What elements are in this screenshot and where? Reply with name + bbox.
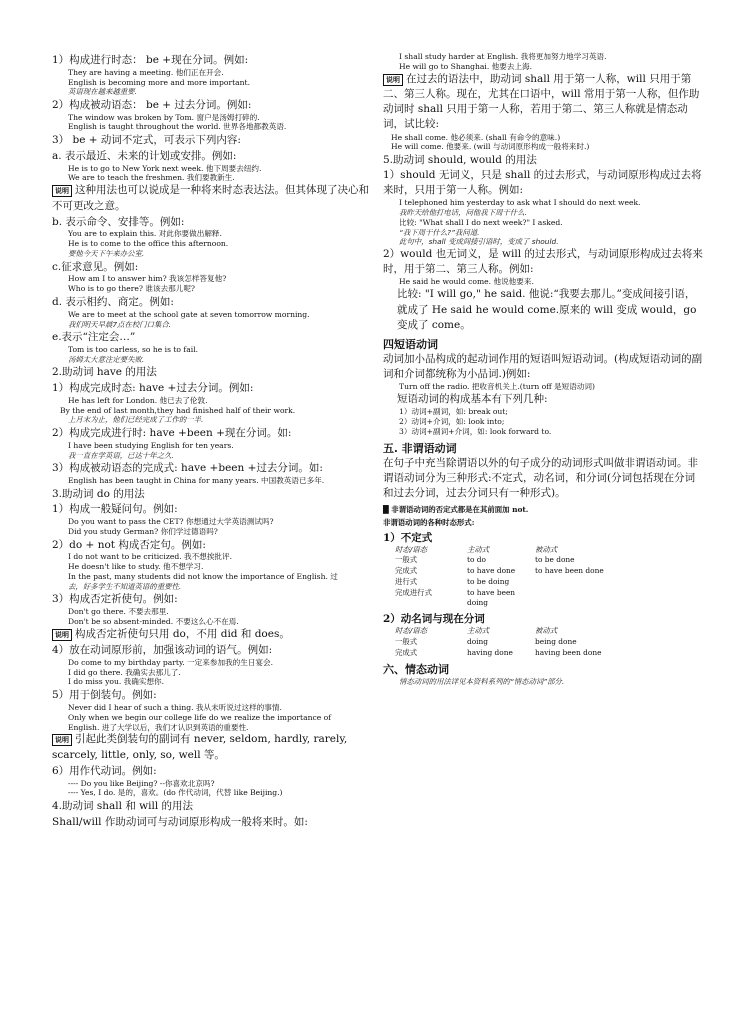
example-line: Never did I hear of such a thing. 我从未听说过这样的事情. bbox=[68, 702, 282, 712]
heading-line: 1）构成一般疑问句。例如: bbox=[52, 503, 178, 516]
note-text: 引起此类倒装句的副词有 never, seldom, hardly, rarely, scarcely, little, only, so, well 等。 bbox=[52, 733, 348, 761]
note-badge: 说明 bbox=[383, 74, 403, 86]
example-line: We are to meet at the school gate at seven tomorrow morning. bbox=[68, 309, 310, 319]
table-cell: 一般式 bbox=[395, 636, 418, 646]
table-cell: being done bbox=[535, 636, 577, 646]
table-cell: to be done bbox=[535, 555, 575, 565]
heading-line: 4）放在动词原形前，加强该动词的语气。例如: bbox=[52, 644, 273, 657]
tense-table bbox=[395, 626, 703, 658]
example-line: Only when we begin our college life do we realize the importance of bbox=[68, 712, 332, 722]
section-heading: 四短语动词 bbox=[383, 337, 438, 351]
heading-line: 1）构成进行时态： be +现在分词。例如: bbox=[52, 54, 249, 66]
table-cell: to be doing bbox=[467, 576, 510, 586]
example-line: English has been taught in China for many years. 中国教英语已多年. bbox=[68, 475, 325, 485]
table-cell: to do bbox=[467, 555, 486, 565]
heading-line: c.征求意见。例如: bbox=[52, 260, 139, 273]
table-cell: doing bbox=[467, 636, 489, 646]
heading-line: 3）构成被动语态的完成式: have +been +过去分词。如: bbox=[52, 462, 323, 475]
example-line: They are having a meeting. 他们正在开会. bbox=[68, 67, 224, 77]
example-line: 2）动词+介词，如: look into; bbox=[399, 417, 505, 427]
example-line: By the end of last month,they had finished half of their work. bbox=[60, 405, 296, 415]
heading-line: 5.助动词 should, would 的用法 bbox=[383, 154, 537, 167]
table-cell: to have done bbox=[467, 566, 516, 576]
example-line: How am I to answer him? 我该怎样答复他? bbox=[68, 274, 227, 284]
paragraph: 短语动词的构成基本有下列几种: bbox=[397, 393, 548, 406]
table-header: 时态/语态 bbox=[395, 626, 428, 636]
table-cell: 完成进行式 bbox=[395, 587, 432, 597]
paragraph: 动词加小品构成的起动词作用的短语叫短语动词。(构成短语动词的副词和介词都统称为小品词.)例如: bbox=[383, 352, 703, 381]
example-line: I do miss you. 我确实想你. bbox=[68, 677, 165, 687]
bold-note: 非谓语动词的各种时态形式: bbox=[383, 517, 475, 527]
translation-line: 此句中，shall 变成间接引语时，变成了 should. bbox=[399, 237, 559, 247]
example-line: In the past, many students did not know the importance of English. 过 bbox=[68, 571, 338, 581]
example-line: I have been studying English for ten years. bbox=[68, 440, 234, 450]
heading-line: 2）构成完成进行时: have +been +现在分词。如: bbox=[52, 427, 292, 439]
heading-line: 6）用作代动词。例如: bbox=[52, 764, 157, 777]
subsection-heading: 2）动名词与现在分词 bbox=[383, 613, 485, 626]
heading-line: 2）构成被动语态： be + 过去分词。例如: bbox=[52, 98, 252, 111]
paragraph: 1）should 无词义，只是 shall 的过去形式，与动词原形构成过去将来时，只用于第一人称。例如: bbox=[383, 168, 702, 197]
heading-line: d. 表示相约、商定。例如: bbox=[52, 296, 174, 309]
left-column bbox=[52, 52, 372, 830]
table-cell: having done bbox=[467, 647, 513, 657]
right-column bbox=[383, 52, 703, 687]
table-cell: having been done bbox=[535, 647, 602, 657]
example-line: Don't be so absent-minded. 不要这么心不在焉. bbox=[68, 616, 239, 626]
paragraph: 2）would 也无词义，是 will 的过去形式，与动词原形构成过去将来时，用于第二、第三人称。例如: bbox=[383, 247, 703, 276]
table-cell: to have been doing bbox=[467, 587, 516, 608]
example-line: He doesn't like to study. 他不想学习. bbox=[68, 562, 204, 572]
example-line: Do come to my birthday party. 一定来参加我的生日宴会. bbox=[68, 657, 274, 667]
example-line: English is taught throughout the world. 世界各地都教英语. bbox=[68, 122, 287, 132]
note-text: 这种用法也可以说成是一种将来时态表达法。但其体现了决心和不可更改之意。 bbox=[52, 184, 369, 212]
example-line: He has left for London. 他已去了伦敦. bbox=[68, 395, 208, 405]
table-cell bbox=[535, 588, 625, 609]
example-line: I did go there. 我确实去那儿了. bbox=[68, 667, 181, 677]
bold-note: █ 非谓语动词的否定式都是在其前面加 not. bbox=[383, 504, 529, 514]
note-text: 构成否定祈使句只用 do，不用 did 和 does。 bbox=[75, 627, 290, 640]
translation-line: 汤姆太大意注定要失败. bbox=[68, 354, 145, 364]
example-line: We are to teach the freshmen. 我们要教新生. bbox=[68, 173, 235, 183]
example-line: He said he would come. 他说他要来. bbox=[399, 277, 534, 287]
translation-line: 上月末为止，他们已经完成了工作的一半. bbox=[68, 415, 204, 425]
heading-line: Shall/will 作助动词可与动词原形构成一般将来时。如: bbox=[52, 815, 308, 828]
note-paragraph bbox=[52, 183, 372, 213]
heading-line: 2.助动词 have 的用法 bbox=[52, 366, 157, 379]
example-line: I shall study harder at English. 我将更加努力地学习英语. bbox=[399, 52, 607, 61]
heading-line: 4.助动词 shall 和 will 的用法 bbox=[52, 800, 194, 813]
example-line: Don't go there. 不要去那里. bbox=[68, 607, 169, 617]
example-line: The window was broken by Tom. 窗户是汤姆打碎的. bbox=[68, 112, 260, 122]
section-heading: 五. 非谓语动词 bbox=[383, 442, 457, 456]
heading-line: e.表示“注定会…” bbox=[52, 331, 136, 344]
translation-line: 情态动词的用法详见本资料系列的“情态动词”部分. bbox=[399, 677, 565, 687]
table-cell bbox=[535, 577, 625, 588]
table-cell: 进行式 bbox=[395, 576, 418, 586]
translation-line: 要他今天下午来办公室. bbox=[68, 249, 145, 259]
table-header: 时态/语态 bbox=[395, 544, 428, 554]
table-header: 被动式 bbox=[535, 544, 558, 554]
heading-line: 3.助动词 do 的用法 bbox=[52, 487, 145, 500]
example-line: He will come. 他要来. (will 与动词原形构成一般将来时.) bbox=[391, 142, 590, 152]
example-line: He is to go to New York next week. 他下周要去纽约. bbox=[68, 163, 262, 173]
note-paragraph bbox=[383, 72, 703, 133]
example-line: He shall come. 他必须来. (shall 有命令的意味.) bbox=[391, 132, 561, 142]
example-line: I do not want to be criticized. 我不想挨批评. bbox=[68, 552, 233, 562]
heading-line: b. 表示命令、安排等。例如: bbox=[52, 215, 185, 228]
example-line: ---- Yes, I do. 是的，喜欢。(do 作代动词，代替 like Beijing.) bbox=[68, 788, 283, 798]
example-line: I telephoned him yesterday to ask what I should do next week. bbox=[399, 198, 641, 208]
example-line: You are to explain this. 对此你要做出解释. bbox=[68, 229, 222, 239]
paragraph: 在句子中充当除谓语以外的句子成分的动词形式叫做非谓语动词。非谓语动词分为三种形式:不定式，动名词，和分词(分词包括现在分词和过去分词，过去分词只有一种形式)。 bbox=[383, 457, 698, 500]
table-cell: to have been done bbox=[535, 566, 604, 576]
heading-line: a. 表示最近、未来的计划或安排。例如: bbox=[52, 149, 237, 162]
example-line: 3）动词+副词+介词，如: look forward to. bbox=[399, 427, 552, 437]
example-line: English. 进了大学以后，我们才认识到英语的重要性. bbox=[68, 722, 249, 732]
translation-line: 英语现在越来越重要. bbox=[68, 87, 137, 97]
table-header: 主动式 bbox=[467, 544, 490, 554]
example-line: ---- Do you like Beijing? --你喜欢北京吗? bbox=[68, 778, 215, 788]
note-text: 在过去的语法中，助动词 shall 用于第一人称，will 只用于第二、第三人称。现在，尤其在口语中，will 常用于第一人称，但作助动词时 shall 只用于第一人称，若用于第二、第三人称就是情态动词，试比较: bbox=[383, 72, 700, 131]
table-cell: 一般式 bbox=[395, 555, 418, 565]
heading-line: 2）do + not 构成否定句。例如: bbox=[52, 538, 206, 551]
heading-line: 5）用于倒装句。例如: bbox=[52, 689, 157, 702]
translation-line: 我们明天早晨7点在校门口集合. bbox=[68, 319, 172, 329]
example-line: He will go to Shanghai. 他要去上海. bbox=[399, 61, 533, 71]
example-line: Who is to go there? 谁该去那儿呢? bbox=[68, 284, 195, 294]
example-line: He is to come to the office this afternoon. bbox=[68, 239, 229, 249]
note-paragraph bbox=[52, 627, 372, 642]
tense-table bbox=[395, 545, 703, 609]
translation-line: 去，好多学生不知道英语的重要性. bbox=[68, 581, 182, 591]
example-line: Tom is too carless, so he is to fail. bbox=[68, 344, 199, 354]
subsection-heading: 1）不定式 bbox=[383, 531, 433, 544]
example-line: Did you study German? 你们学过德语吗? bbox=[68, 526, 218, 536]
note-badge: 说明 bbox=[52, 734, 72, 746]
example-line: 比较: "What shall I do next week?" I asked. bbox=[399, 217, 563, 227]
table-cell: 完成式 bbox=[395, 566, 418, 576]
table-header: 主动式 bbox=[467, 626, 490, 636]
example-line: Turn off the radio. 把收音机关上.(turn off 是短语动词) bbox=[399, 382, 595, 392]
translation-line: 我一直在学英语，已达十年之久. bbox=[68, 450, 174, 460]
example-line: Do you want to pass the CET? 你想通过大学英语测试吗? bbox=[68, 516, 274, 526]
table-header: 被动式 bbox=[535, 626, 558, 636]
translation-line: 我昨天给他打电话，问他我下周干什么. bbox=[399, 208, 527, 218]
example-line: 1）动词+副词，如: break out; bbox=[399, 407, 508, 417]
paragraph: 比较: "I will go," he said. 他说:“我要去那儿。”变成间接引语，就成了 He said he would come.原来的 will 变成 would，go 变成了 come。 bbox=[397, 288, 697, 331]
section-heading: 六、情态动词 bbox=[383, 663, 449, 677]
note-badge: 说明 bbox=[52, 185, 72, 197]
heading-line: 3）构成否定祈使句。例如: bbox=[52, 593, 178, 606]
heading-line: 3） be + 动词不定式，可表示下列内容: bbox=[52, 134, 241, 147]
heading-line: 1）构成完成时态: have +过去分词。例如: bbox=[52, 382, 254, 395]
note-badge: 说明 bbox=[52, 629, 72, 641]
note-paragraph bbox=[52, 732, 372, 762]
translation-line: “我下周干什么?”我问道. bbox=[399, 227, 480, 237]
example-line: English is becoming more and more important. bbox=[68, 77, 251, 87]
table-cell: 完成式 bbox=[395, 647, 418, 657]
